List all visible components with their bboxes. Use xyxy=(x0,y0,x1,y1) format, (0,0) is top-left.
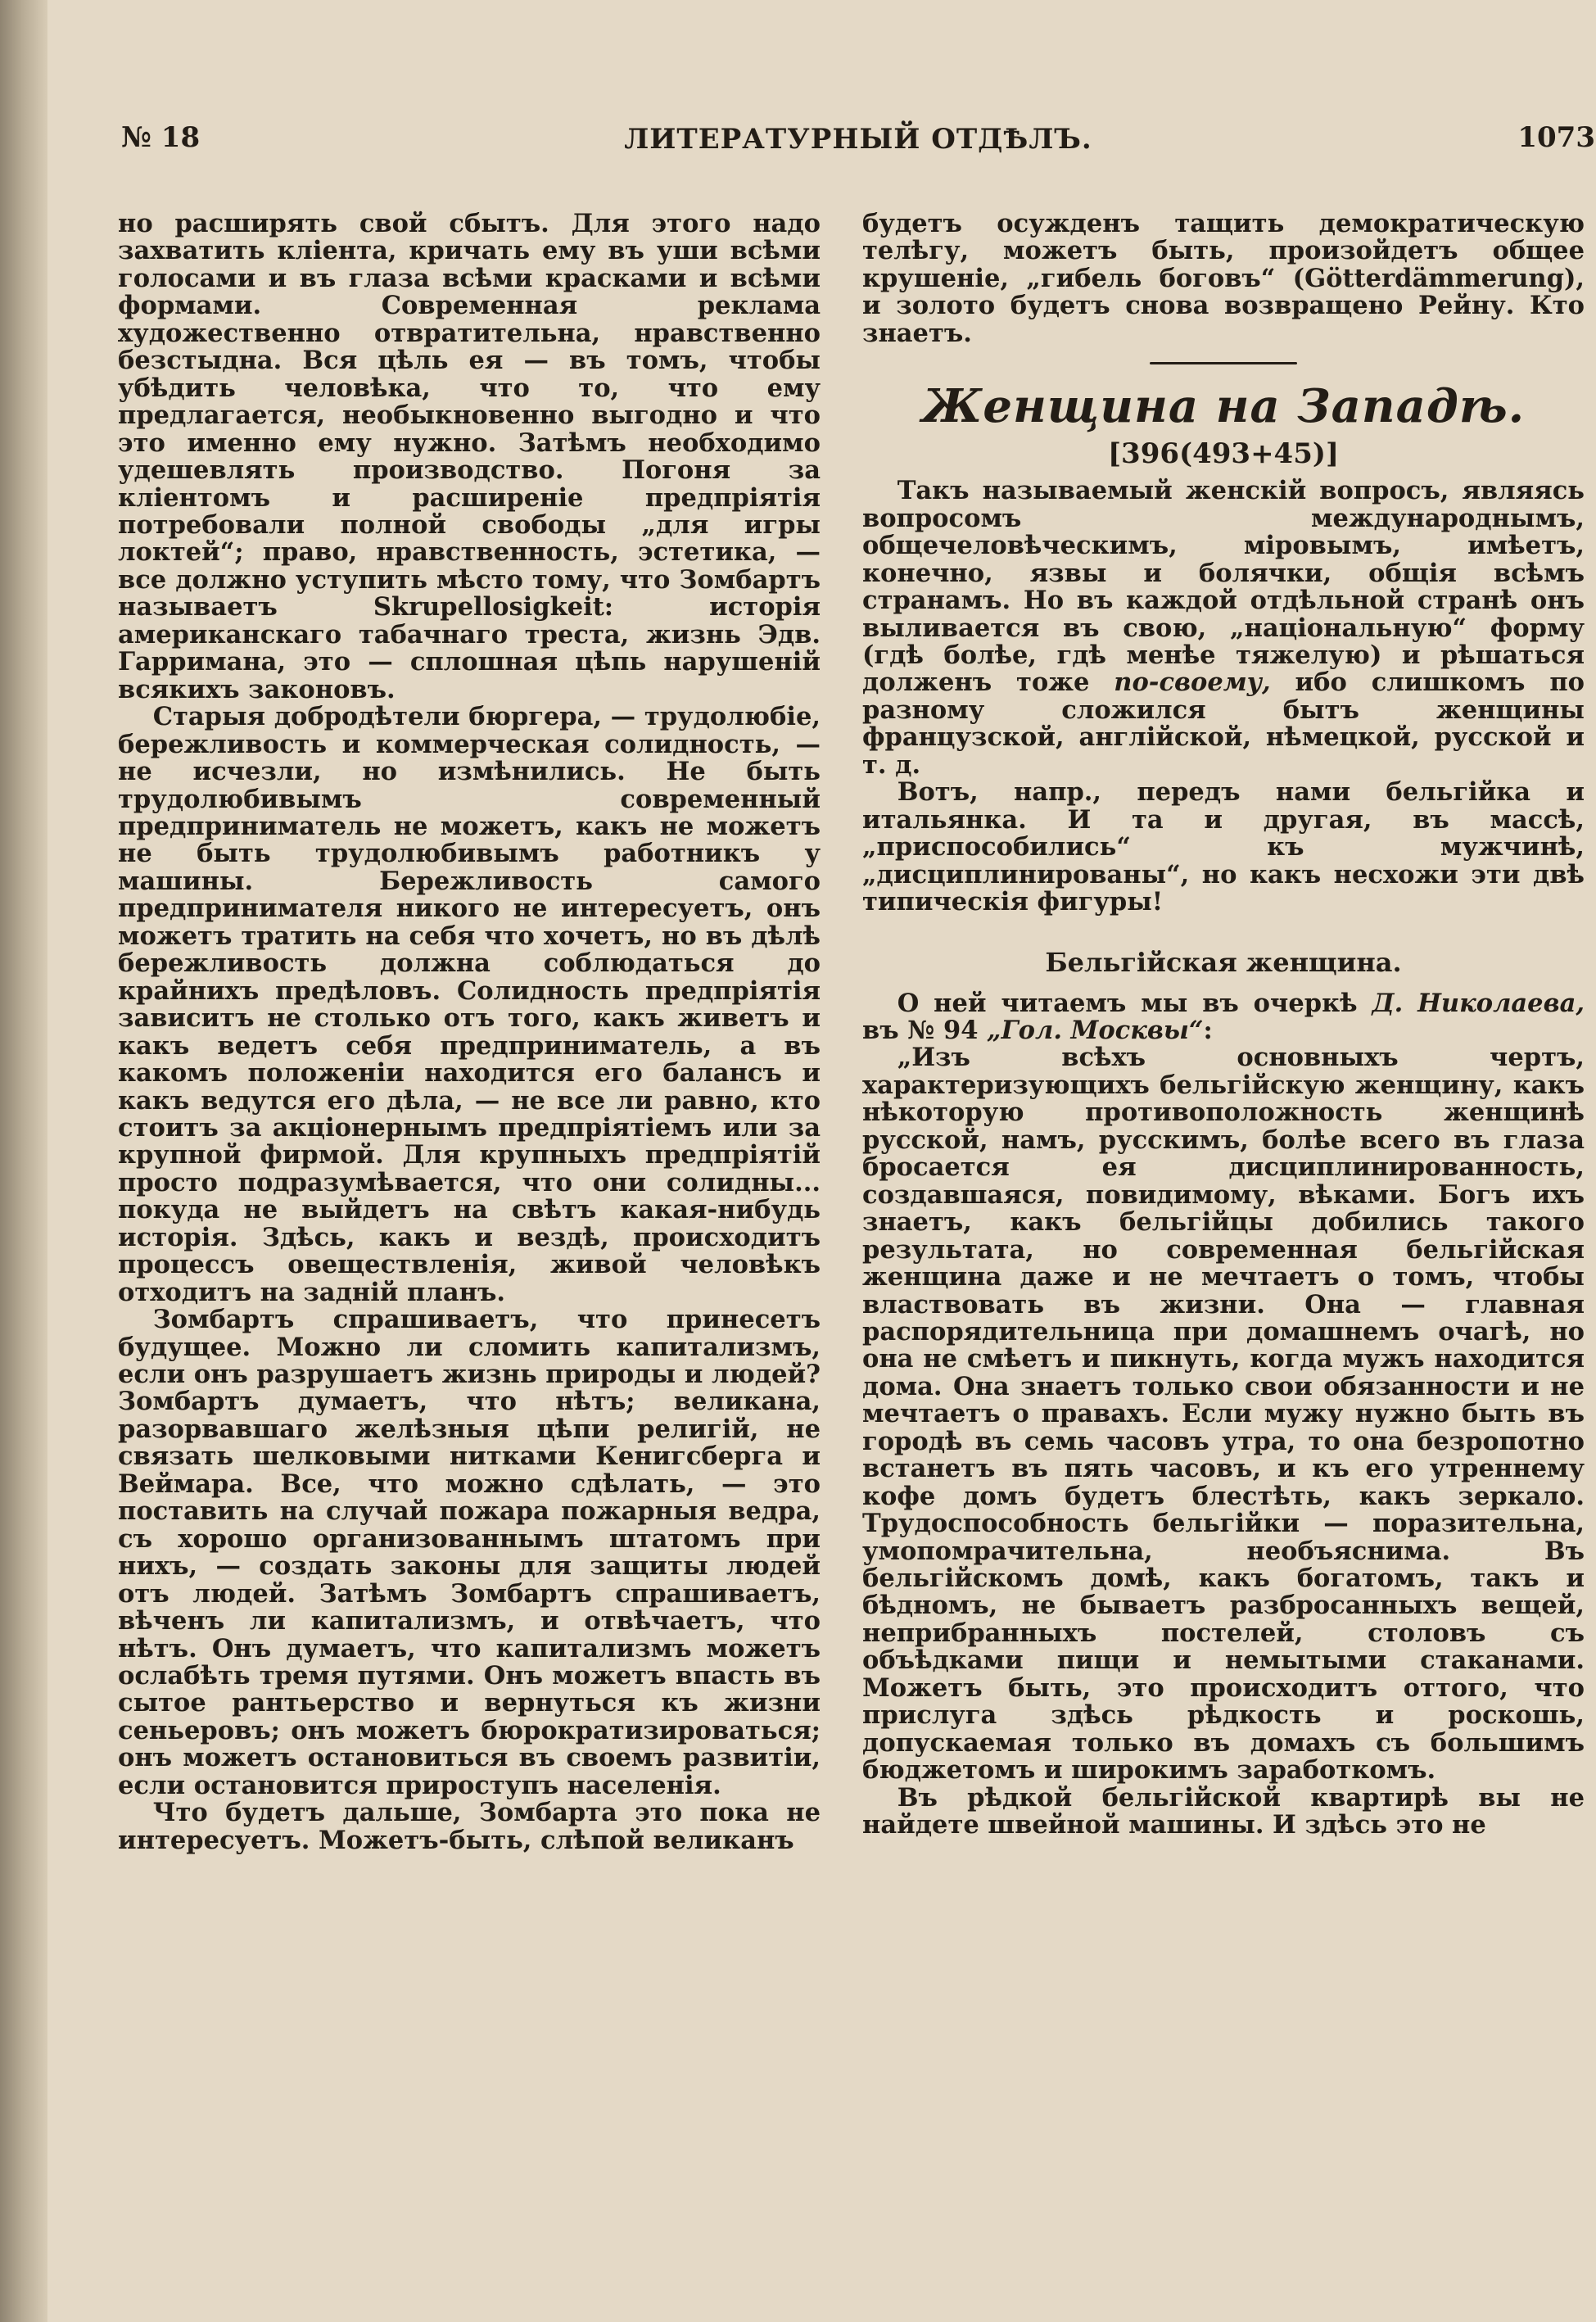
issue-number: № 18 xyxy=(121,121,201,154)
running-head xyxy=(121,121,1595,170)
paragraph-text: ибо слишкомъ по разному сложился бытъ женщины французской, англійской, нѣмецкой, русской и т. д. xyxy=(862,668,1585,780)
paragraph xyxy=(862,990,1585,1045)
paragraph: но расширять свой сбытъ. Для этого надо захватить кліента, кричать ему въ уши всѣми голосами и въ глаза всѣми красками и всѣми формами. Современная реклама художественно отвратительна, нравственно безстыдна. Вся цѣль ея — въ томъ, чтобы убѣдить человѣка, что то, что ему предлагается, необыкновенно выгодно и что это именно ему нужно. Затѣмъ необходимо удешевлять производство. Погоня за кліентомъ и расширеніе предпріятія потребовали полной свободы „для игры локтей“; право, нравственность, эстетика, — все должно уступить мѣсто тому, что Зомбартъ называетъ Skrupellosigkeit: исторія американскаго табачнаго треста, жизнь Эдв. Гарримана, это — сплошная цѣпь нарушеній всякихъ законовъ. xyxy=(118,209,821,704)
paragraph: будетъ осужденъ тащить демократическую телѣгу, можетъ быть, произойдетъ общее крушеніе, „гибель боговъ“ (Götterdämmerung), и золото будетъ снова возвращено Рейну. Кто знаетъ. xyxy=(862,209,1585,348)
author-name: Д. Николаева, xyxy=(1372,988,1585,1018)
paragraph-text: : xyxy=(1203,1015,1213,1045)
emphasis-text: по-своему, xyxy=(1114,668,1271,698)
paragraph: Зомбартъ спрашиваетъ, что принесетъ будущее. Можно ли сломить капитализмъ, если онъ разрушаетъ жизнь природы и людей? Зомбартъ думаетъ, что нѣтъ; великана, разорвавшаго желѣзныя цѣпи религій, не связать шелковыми нитками Кенигсберга и Веймара. Все, что можно сдѣлать, — это поставить на случай пожара пожарныя ведра, съ хорошо организованнымъ штатомъ при нихъ, — создать законы для защиты людей отъ людей. Затѣмъ Зомбартъ спрашиваетъ, вѣченъ ли капитализмъ, и отвѣчаетъ, что нѣтъ. Онъ думаетъ, что капитализмъ можетъ ослабѣть тремя путями. Онъ можетъ впасть въ сытое рантьерство и вернуться къ жизни сеньеровъ; онъ можетъ бюрократизироваться; онъ можетъ остановиться въ своемъ развитіи, если остановится прироступъ населенія. xyxy=(118,1305,821,1800)
section-title: ЛИТЕРАТУРНЫЙ ОТДѢЛЪ. xyxy=(624,123,1092,156)
paragraph xyxy=(862,478,1585,779)
left-column xyxy=(118,210,821,1854)
section-divider xyxy=(1150,362,1297,364)
article-classification-code: [396(493+45)] xyxy=(1107,437,1340,471)
paragraph: Вотъ, напр., передъ нами бельгійка и итальянка. И та и другая, въ массѣ, „приспособились“ къ мужчинѣ, „дисциплинированы“, но какъ несхожи эти двѣ типическія фигуры! xyxy=(862,777,1585,917)
paragraph: Старыя добродѣтели бюргера, — трудолюбіе, бережливость и коммерческая солидность, — не исчезли, но измѣнились. Не быть трудолюбивымъ современный предприниматель не можетъ, какъ не можетъ не быть трудолюбивымъ работникъ у машины. Бережливость самого предпринимателя никого не интересуетъ, онъ можетъ тратить на себя что хочетъ, но въ дѣлѣ бережливость должна соблюдаться до крайнихъ предѣловъ. Солидность предпріятія зависитъ не столько отъ того, какъ живетъ и какъ ведетъ себя предприниматель, а въ какомъ положеніи находится его балансъ и какъ ведутся его дѣла, — не все ли равно, кто стоитъ за акціонернымъ предпріятіемъ или за крупной фирмой. Для крупныхъ предпріятій просто подразумѣвается, что они солидны... покуда не выйдетъ на свѣтъ какая-нибудь исторія. Здѣсь, какъ и вездѣ, происходитъ процессъ овеществленія, живой человѣкъ отходитъ на задній планъ. xyxy=(118,702,821,1307)
page-number: 1073 xyxy=(1517,121,1595,154)
article-title: Женщина на Западѣ. xyxy=(921,379,1526,434)
page-gutter-shadow xyxy=(0,0,47,2322)
paragraph: Въ рѣдкой бельгійской квартирѣ вы не найдете швейной машины. И здѣсь это не xyxy=(862,1782,1585,1840)
paragraph-text: въ № 94 xyxy=(862,1015,988,1045)
paragraph-text: Такъ называемый женскій вопросъ, являясь вопросомъ международнымъ, общечеловѣческимъ, міровымъ, имѣетъ, конечно, язвы и болячки, общія всѣмъ странамъ. Но въ каждой отдѣльной странѣ онъ выливается въ свою, „національную“ форму (гдѣ болѣе, гдѣ менѣе тяжелую) и рѣшаться долженъ тоже xyxy=(862,476,1585,698)
source-title: „Гол. Москвы“ xyxy=(987,1015,1204,1045)
paragraph: „Изъ всѣхъ основныхъ чертъ, характеризующихъ бельгійскую женщину, какъ нѣкоторую противоположность женщинѣ русской, намъ, русскимъ, болѣе всего въ глаза бросается ея дисциплинированность, создавшаяся, повидимому, вѣками. Богъ ихъ знаетъ, какъ бельгійцы добились такого результата, но современная бельгійская женщина даже и не мечтаетъ о томъ, чтобы властвовать въ жизни. Она — главная распорядительница при домашнемъ очагѣ, но она не смѣетъ и пикнуть, когда мужъ находится дома. Она знаетъ только свои обязанности и не мечтаетъ о правахъ. Если мужу нужно быть въ городѣ въ семь часовъ утра, то она безропотно встанетъ въ пять часовъ, и къ его утреннему кофе домъ будетъ блестѣть, какъ зеркало. Трудоспособность бельгійки — поразительна, умопомрачительна, необъяснима. Въ бельгійскомъ домѣ, какъ богатомъ, такъ и бѣдномъ, не бываетъ разбросанныхъ вещей, неприбранныхъ постелей, столовъ съ объѣдками пищи и немытыми стаканами. Можетъ быть, это происходитъ оттого, что прислуга здѣсь рѣдкость и роскошь, допускаемая только въ домахъ съ большимъ бюджетомъ и широкимъ заработкомъ. xyxy=(862,1043,1585,1786)
paragraph: Что будетъ дальше, Зомбарта это пока не интересуетъ. Можетъ-быть, слѣпой великанъ xyxy=(118,1798,821,1855)
subheading: Бельгійская женщина. xyxy=(1045,946,1402,978)
journal-page xyxy=(47,0,1596,2322)
right-column xyxy=(862,210,1585,1840)
paragraph-text: О ней читаемъ мы въ очеркѣ xyxy=(897,988,1372,1018)
